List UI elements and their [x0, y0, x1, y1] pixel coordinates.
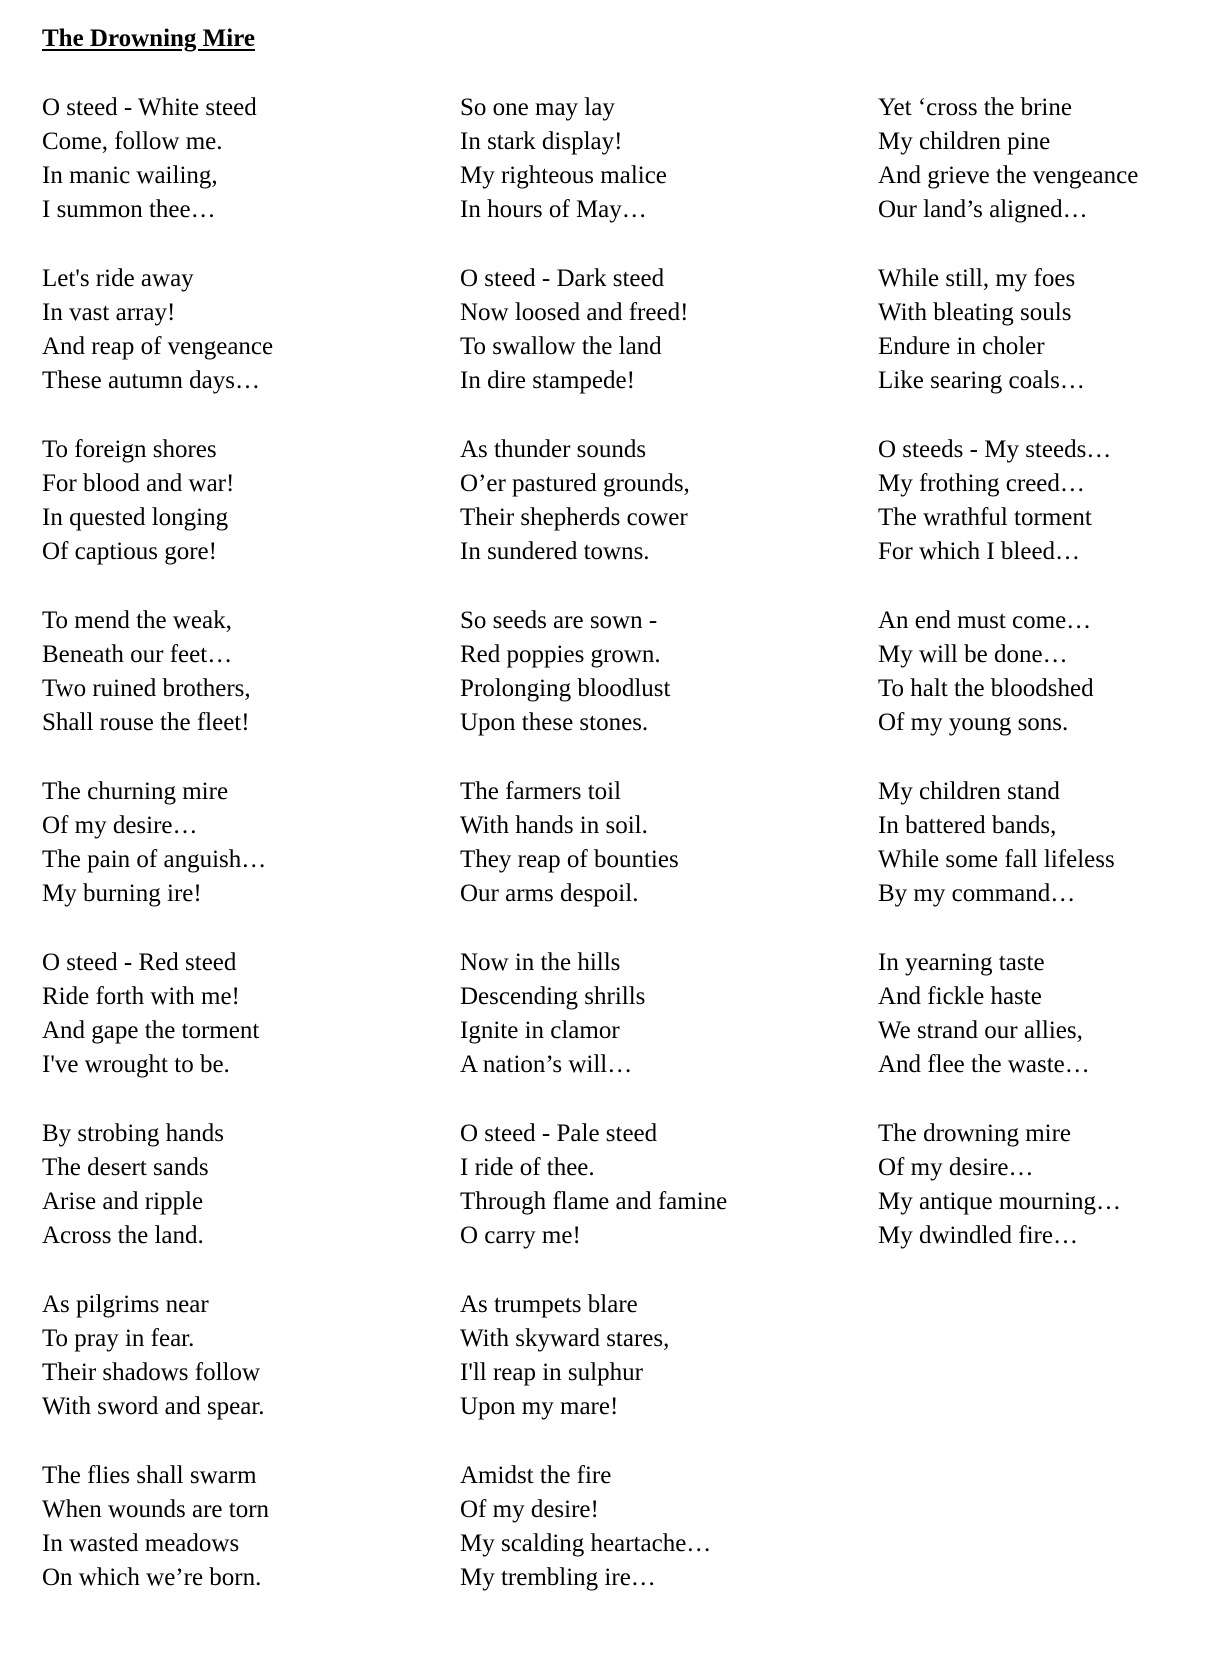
poem-line: My antique mourning… [878, 1188, 1122, 1215]
stanza [878, 433, 1216, 569]
poem-line: In vast array! [42, 299, 176, 326]
poem-line: To swallow the land [460, 333, 662, 360]
poem-line: The flies shall swarm [42, 1462, 257, 1489]
poem-line: Across the land. [42, 1222, 204, 1249]
poem-line: My righteous malice [460, 162, 667, 189]
poem-line: The wrathful torment [878, 504, 1092, 531]
poem-line: To pray in fear. [42, 1325, 195, 1352]
poem-line: To halt the bloodshed [878, 675, 1094, 702]
poem-line: Of my young sons. [878, 709, 1069, 736]
poem-line: In quested longing [42, 504, 229, 531]
poem-line: Red poppies grown. [460, 641, 661, 668]
poem-line: My trembling ire… [460, 1564, 656, 1591]
poem-column-3 [878, 91, 1216, 1288]
poem-line: My children stand [878, 778, 1060, 805]
poem-line: While some fall lifeless [878, 846, 1115, 873]
stanza [460, 1288, 840, 1424]
poem-line: Upon my mare! [460, 1393, 619, 1420]
poem-line: In manic wailing, [42, 162, 218, 189]
poem-line: My dwindled fire… [878, 1222, 1078, 1249]
poem-column-1 [42, 91, 422, 1630]
poem-line: Descending shrills [460, 983, 646, 1010]
poem-line: I summon thee… [42, 196, 216, 223]
poem-line: The churning mire [42, 778, 229, 805]
poem-line: These autumn days… [42, 367, 261, 394]
stanza [42, 262, 422, 398]
poem-line: Of my desire… [42, 812, 198, 839]
stanza [42, 775, 422, 911]
poem-line: My burning ire! [42, 880, 202, 907]
poem-line: For blood and war! [42, 470, 235, 497]
stanza [878, 91, 1216, 227]
poem-line: When wounds are torn [42, 1496, 270, 1523]
poem-line: Now loosed and freed! [460, 299, 689, 326]
poem-line: Let's ride away [42, 265, 194, 292]
poem-line: Their shadows follow [42, 1359, 261, 1386]
poem-line: With bleating souls [878, 299, 1072, 326]
poem-line: They reap of bounties [460, 846, 679, 873]
poem-line: O steed - Dark steed [460, 265, 665, 292]
poem-line: Of my desire… [878, 1154, 1034, 1181]
poem-line: Prolonging bloodlust [460, 675, 671, 702]
poem-line: With skyward stares, [460, 1325, 670, 1352]
poem-line: And gape the torment [42, 1017, 260, 1044]
poem-line: By my command… [878, 880, 1076, 907]
poem-line: Upon these stones. [460, 709, 649, 736]
stanza [42, 1288, 422, 1424]
stanza [42, 1459, 422, 1595]
poem-line: And reap of vengeance [42, 333, 274, 360]
poem-line: Ride forth with me! [42, 983, 240, 1010]
stanza [460, 1117, 840, 1253]
poem-line: In battered bands, [878, 812, 1057, 839]
poem-line: Our arms despoil. [460, 880, 639, 907]
poem-line: In wasted meadows [42, 1530, 240, 1557]
stanza [460, 946, 840, 1082]
poem-line: In hours of May… [460, 196, 647, 223]
poem-line: O steed - Red steed [42, 949, 237, 976]
poem-line: My frothing creed… [878, 470, 1085, 497]
poem-line: And flee the waste… [878, 1051, 1090, 1078]
poem-line: Come, follow me. [42, 128, 223, 155]
poem-line: With sword and spear. [42, 1393, 265, 1420]
poem-line: Now in the hills [460, 949, 621, 976]
poem-line: In yearning taste [878, 949, 1045, 976]
poem-line: I'll reap in sulphur [460, 1359, 643, 1386]
poem-line: To mend the weak, [42, 607, 232, 634]
poem-line: An end must come… [878, 607, 1092, 634]
poem-line: As trumpets blare [460, 1291, 638, 1318]
stanza [42, 604, 422, 740]
poem-title: The Drowning Mire [42, 25, 255, 52]
poem-line: Amidst the fire [460, 1462, 612, 1489]
poem-line: The pain of anguish… [42, 846, 267, 873]
poem-line: A nation’s will… [460, 1051, 633, 1078]
poem-line: We strand our allies, [878, 1017, 1083, 1044]
poem-line: My scalding heartache… [460, 1530, 712, 1557]
poem-line: Through flame and famine [460, 1188, 728, 1215]
poem-line: With hands in soil. [460, 812, 648, 839]
poem-line: For which I bleed… [878, 538, 1081, 565]
poem-line: I ride of thee. [460, 1154, 595, 1181]
stanza [878, 1117, 1216, 1253]
poem-column-2 [460, 91, 840, 1630]
poem-line: Like searing coals… [878, 367, 1085, 394]
poem-line: Our land’s aligned… [878, 196, 1088, 223]
poem-line: In sundered towns. [460, 538, 650, 565]
poem-line: Ignite in clamor [460, 1017, 620, 1044]
poem-line: Of captious gore! [42, 538, 217, 565]
poem-line: O carry me! [460, 1222, 581, 1249]
poem-line: Of my desire! [460, 1496, 599, 1523]
poem-line: As thunder sounds [460, 436, 647, 463]
stanza [42, 91, 422, 227]
poem-line: O’er pastured grounds, [460, 470, 690, 497]
poem-line: In dire stampede! [460, 367, 635, 394]
poem-line: While still, my foes [878, 265, 1076, 292]
stanza [460, 433, 840, 569]
stanza [42, 433, 422, 569]
stanza [460, 91, 840, 227]
poem-line: The farmers toil [460, 778, 622, 805]
poem-line: The drowning mire [878, 1120, 1072, 1147]
stanza [878, 775, 1216, 911]
poem-line: By strobing hands [42, 1120, 224, 1147]
poem-line: So one may lay [460, 94, 615, 121]
poem-line: The desert sands [42, 1154, 209, 1181]
stanza [460, 262, 840, 398]
poem-line: So seeds are sown - [460, 607, 658, 634]
stanza [460, 775, 840, 911]
poem-line: And fickle haste [878, 983, 1042, 1010]
poem-line: On which we’re born. [42, 1564, 262, 1591]
poem-line: In stark display! [460, 128, 623, 155]
poem-line: Their shepherds cower [460, 504, 688, 531]
stanza [878, 946, 1216, 1082]
stanza [878, 262, 1216, 398]
poem-line: O steeds - My steeds… [878, 436, 1112, 463]
stanza [42, 946, 422, 1082]
poem-line: My children pine [878, 128, 1051, 155]
poem-line: As pilgrims near [42, 1291, 209, 1318]
poem-line: Shall rouse the fleet! [42, 709, 250, 736]
poem-line: Beneath our feet… [42, 641, 233, 668]
poem-line: Yet ‘cross the brine [878, 94, 1072, 121]
poem-line: I've wrought to be. [42, 1051, 230, 1078]
poem-line: My will be done… [878, 641, 1068, 668]
poem-line: Two ruined brothers, [42, 675, 251, 702]
poem-line: Arise and ripple [42, 1188, 204, 1215]
stanza [460, 604, 840, 740]
poem-line: Endure in choler [878, 333, 1045, 360]
poem-line: To foreign shores [42, 436, 217, 463]
poem-line: And grieve the vengeance [878, 162, 1139, 189]
stanza [878, 604, 1216, 740]
poem-line: O steed - White steed [42, 94, 257, 121]
stanza [460, 1459, 840, 1595]
poem-line: O steed - Pale steed [460, 1120, 658, 1147]
stanza [42, 1117, 422, 1253]
